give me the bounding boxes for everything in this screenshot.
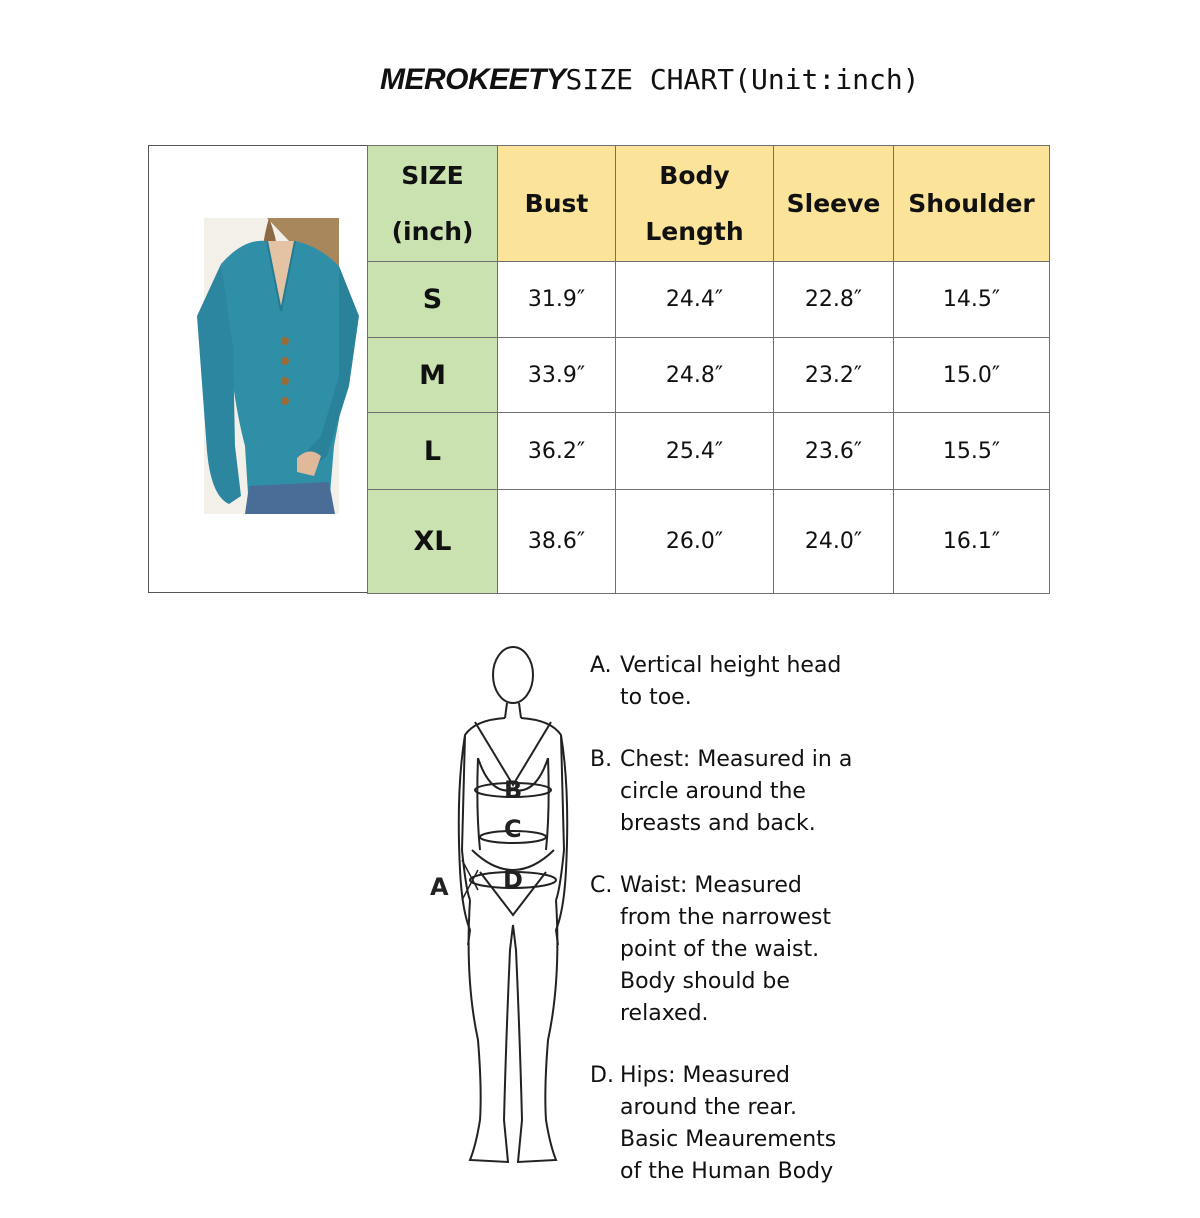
note-line: Waist: Measured [620,873,802,898]
note-letter: A. [590,653,612,678]
table-row [368,262,1050,338]
bust-cell: 36.2″ [498,413,616,490]
size-cell: XL [368,490,498,594]
size-cell: L [368,413,498,490]
note-line: relaxed. [620,1001,709,1026]
bust-cell: 31.9″ [498,262,616,338]
shoulder-cell: 16.1″ [894,490,1050,594]
shoulder-cell: 15.5″ [894,413,1050,490]
sleeve-cell: 23.2″ [774,338,894,413]
sleeve-cell: 24.0″ [774,490,894,594]
table-row [368,413,1050,490]
chart-title [380,62,920,97]
figure-head [493,647,533,703]
header-size: SIZE (inch) [368,146,498,262]
size-cell: M [368,338,498,413]
note-line: Vertical height head [620,653,842,678]
note-d [590,1060,880,1188]
length-cell: 25.4″ [616,413,774,490]
table-row [368,338,1050,413]
label-c: C [504,815,522,843]
note-letter: B. [590,747,613,772]
table-row [368,490,1050,594]
figure-legs [469,900,558,1162]
header-body-length: Body Length [616,146,774,262]
product-photo-cell [148,145,367,593]
note-letter: C. [590,873,613,898]
sleeve-cell: 22.8″ [774,262,894,338]
note-line: to toe. [620,685,692,710]
sleeve-cell: 23.6″ [774,413,894,490]
label-b: B [504,776,523,804]
note-line: Basic Meaurements [620,1127,837,1152]
header-sleeve: Sleeve [774,146,894,262]
label-a: A [430,873,449,901]
note-line: of the Human Body [620,1159,834,1184]
jeans-shape [245,482,335,514]
note-line: Hips: Measured [620,1063,790,1088]
size-chart-table [367,145,1050,594]
body-measurement-figure [420,640,590,1190]
table-header-row [368,146,1050,262]
bust-cell: 33.9″ [498,338,616,413]
chart-title-text: SIZE CHART(Unit:inch) [565,63,920,96]
measurement-notes [590,650,880,1218]
size-cell: S [368,262,498,338]
note-line: Chest: Measured in a [620,747,853,772]
shoulder-cell: 14.5″ [894,262,1050,338]
bust-cell: 38.6″ [498,490,616,594]
length-cell: 24.8″ [616,338,774,413]
header-bust: Bust [498,146,616,262]
length-cell: 26.0″ [616,490,774,594]
note-line: Body should be [620,969,790,994]
product-photo [149,146,368,594]
header-shoulder: Shoulder [894,146,1050,262]
note-line: point of the waist. [620,937,820,962]
note-line: breasts and back. [620,811,816,836]
note-line: from the narrowest [620,905,832,930]
note-b [590,744,880,840]
note-c [590,870,880,1030]
brand-name: MEROKEETY [380,63,566,96]
note-letter: D. [590,1063,614,1088]
label-d: D [503,866,523,894]
length-cell: 24.4″ [616,262,774,338]
note-line: around the rear. [620,1095,798,1120]
note-a [590,650,880,714]
shoulder-cell: 15.0″ [894,338,1050,413]
note-line: circle around the [620,779,806,804]
